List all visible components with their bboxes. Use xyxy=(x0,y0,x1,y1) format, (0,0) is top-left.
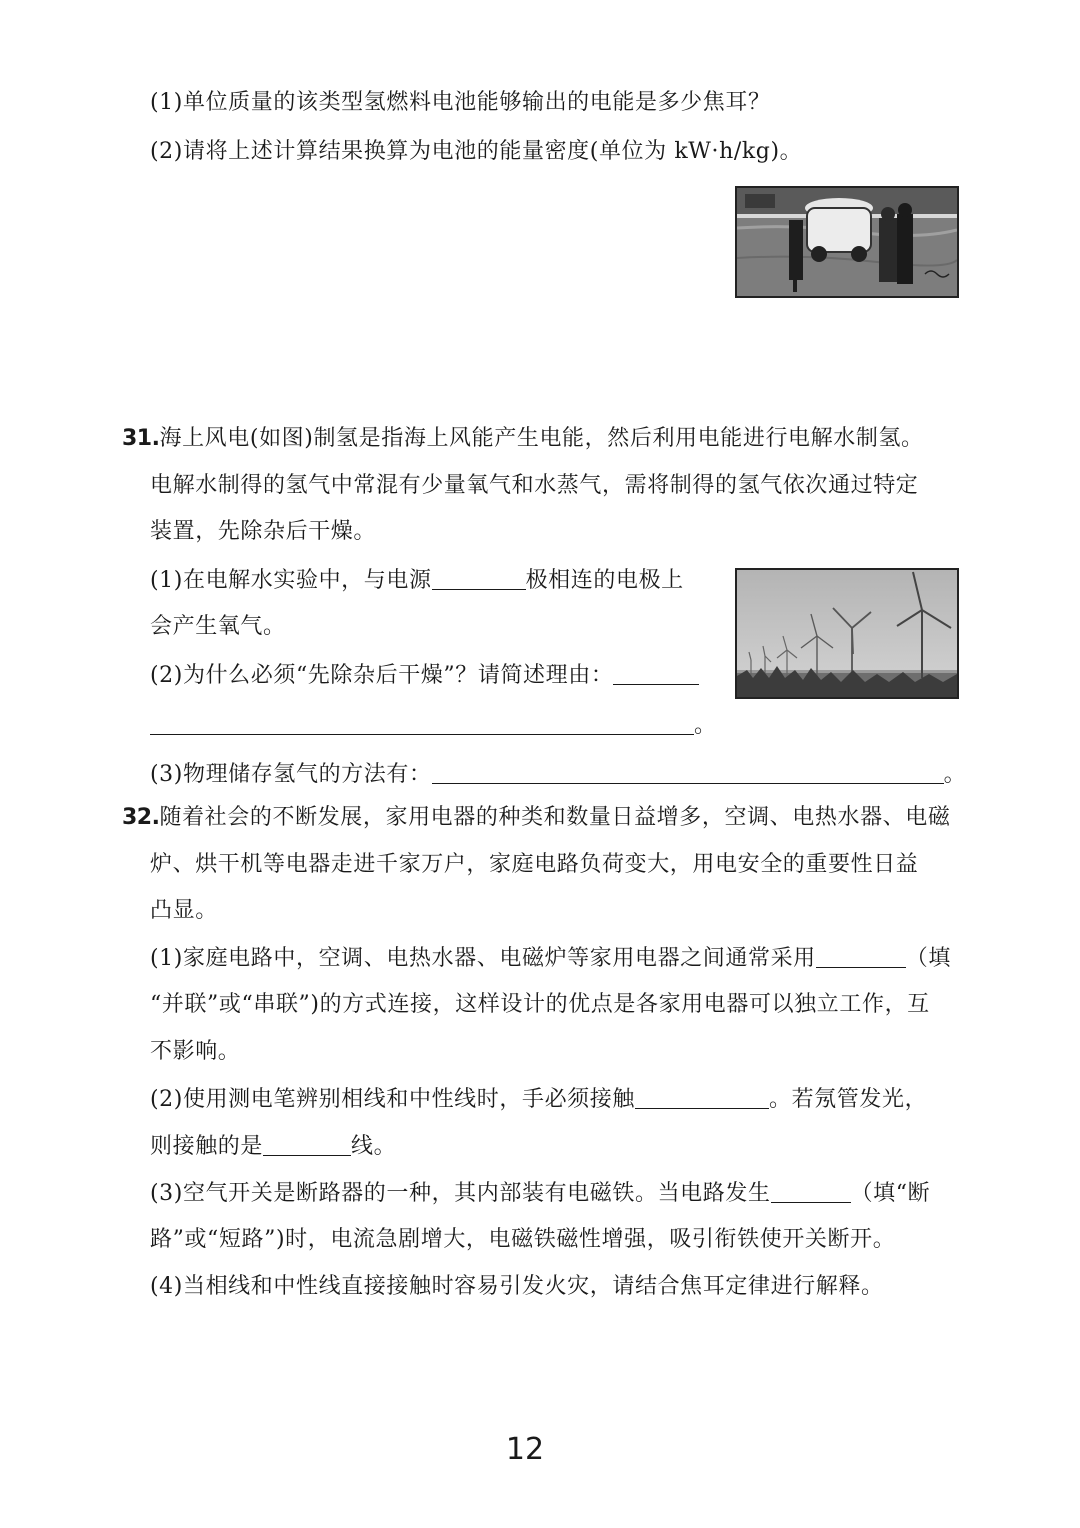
q32-sub3-blank[interactable] xyxy=(771,1178,851,1203)
fuel-cell-vehicle-photo xyxy=(735,186,959,298)
q31-stem-line2: 电解水制得的氢气中常混有少量氧气和水蒸气，需将制得的氢气依次通过特定 xyxy=(150,473,919,498)
q32-sub1-blank[interactable] xyxy=(816,943,906,968)
q32-sub2-text-b: 。若氖管发光， xyxy=(768,1087,928,1112)
q31-sub3-line xyxy=(150,759,966,790)
q31-sub3-blank[interactable] xyxy=(432,759,944,784)
q32-sub2-text-d: 线。 xyxy=(351,1134,397,1159)
q31-stem-text: 海上风电(如图)制氢是指海上风能产生电能，然后利用电能进行电解水制氢。 xyxy=(159,426,924,451)
q31-sub1-text-a: (1)在电解水实验中，与电源 xyxy=(150,568,432,593)
q32-sub2-text-c: 则接触的是 xyxy=(150,1134,264,1159)
q31-sub3-text: (3)物理储存氢气的方法有： xyxy=(150,762,432,787)
q32-sub1-text-a: (1)家庭电路中，空调、电热水器、电磁炉等家用电器之间通常采用 xyxy=(150,946,816,971)
q31-sub2-line2 xyxy=(150,710,717,741)
q32-sub1-line3: 不影响。 xyxy=(150,1039,241,1064)
q32-sub3-line1 xyxy=(150,1178,930,1209)
q32-sub3-text-b: （填“断 xyxy=(850,1181,931,1206)
q32-stem-line2: 炉、烘干机等电器走进千家万户，家庭电路负荷变大，用电安全的重要性日益 xyxy=(150,852,919,877)
q31-sub2-line1 xyxy=(150,660,699,691)
q31-sub1-blank[interactable] xyxy=(432,565,526,590)
q32-sub2-line1 xyxy=(150,1084,927,1115)
q31-stem-line1 xyxy=(122,424,924,454)
q32-sub1-text-b: （填 xyxy=(905,946,951,971)
page-number: 12 xyxy=(505,1432,545,1467)
q32-sub1-line1 xyxy=(150,943,951,974)
q32-sub4: (4)当相线和中性线直接接触时容易引发火灾，请结合焦耳定律进行解释。 xyxy=(150,1274,884,1299)
q30-sub2: (2)请将上述计算结果换算为电池的能量密度(单位为 kW·h/kg)。 xyxy=(150,139,803,164)
q32-sub3-text-a: (3)空气开关是断路器的一种，其内部装有电磁铁。当电路发生 xyxy=(150,1181,771,1206)
q31-sub2-blank-1[interactable] xyxy=(613,660,699,685)
q32-number: 32. xyxy=(122,805,160,830)
q32-sub3-line2: 路”或“短路”)时，电流急剧增大，电磁铁磁性增强，吸引衔铁使开关断开。 xyxy=(150,1227,896,1252)
q31-sub1-line2: 会产生氧气。 xyxy=(150,614,286,639)
q32-sub1-line2: “并联”或“串联”)的方式连接，这样设计的优点是各家用电器可以独立工作，互 xyxy=(150,992,930,1017)
offshore-wind-photo xyxy=(735,568,959,699)
q32-sub2-line2 xyxy=(150,1131,396,1162)
q31-sub2-blank-2[interactable] xyxy=(150,710,694,735)
q31-sub2-text: (2)为什么必须“先除杂后干燥”？请简述理由： xyxy=(150,663,614,688)
q32-sub2-blank-2[interactable] xyxy=(263,1131,351,1156)
q31-number: 31. xyxy=(122,426,160,451)
q32-stem-text: 随着社会的不断发展，家用电器的种类和数量日益增多，空调、电热水器、电磁 xyxy=(159,805,951,830)
q31-sub1-line1 xyxy=(150,565,684,596)
q32-stem-line1 xyxy=(122,803,951,833)
q32-sub2-blank-1[interactable] xyxy=(635,1084,769,1109)
q32-sub2-text-a: (2)使用测电笔辨别相线和中性线时，手必须接触 xyxy=(150,1087,635,1112)
q31-sub1-text-b: 极相连的电极上 xyxy=(525,568,684,593)
q31-sub2-end: 。 xyxy=(694,713,717,738)
q30-sub1: (1)单位质量的该类型氢燃料电池能够输出的电能是多少焦耳？ xyxy=(150,90,771,115)
q31-stem-line3: 装置，先除杂后干燥。 xyxy=(150,519,377,544)
q31-sub3-end: 。 xyxy=(943,762,967,787)
q32-stem-line3: 凸显。 xyxy=(150,898,218,923)
